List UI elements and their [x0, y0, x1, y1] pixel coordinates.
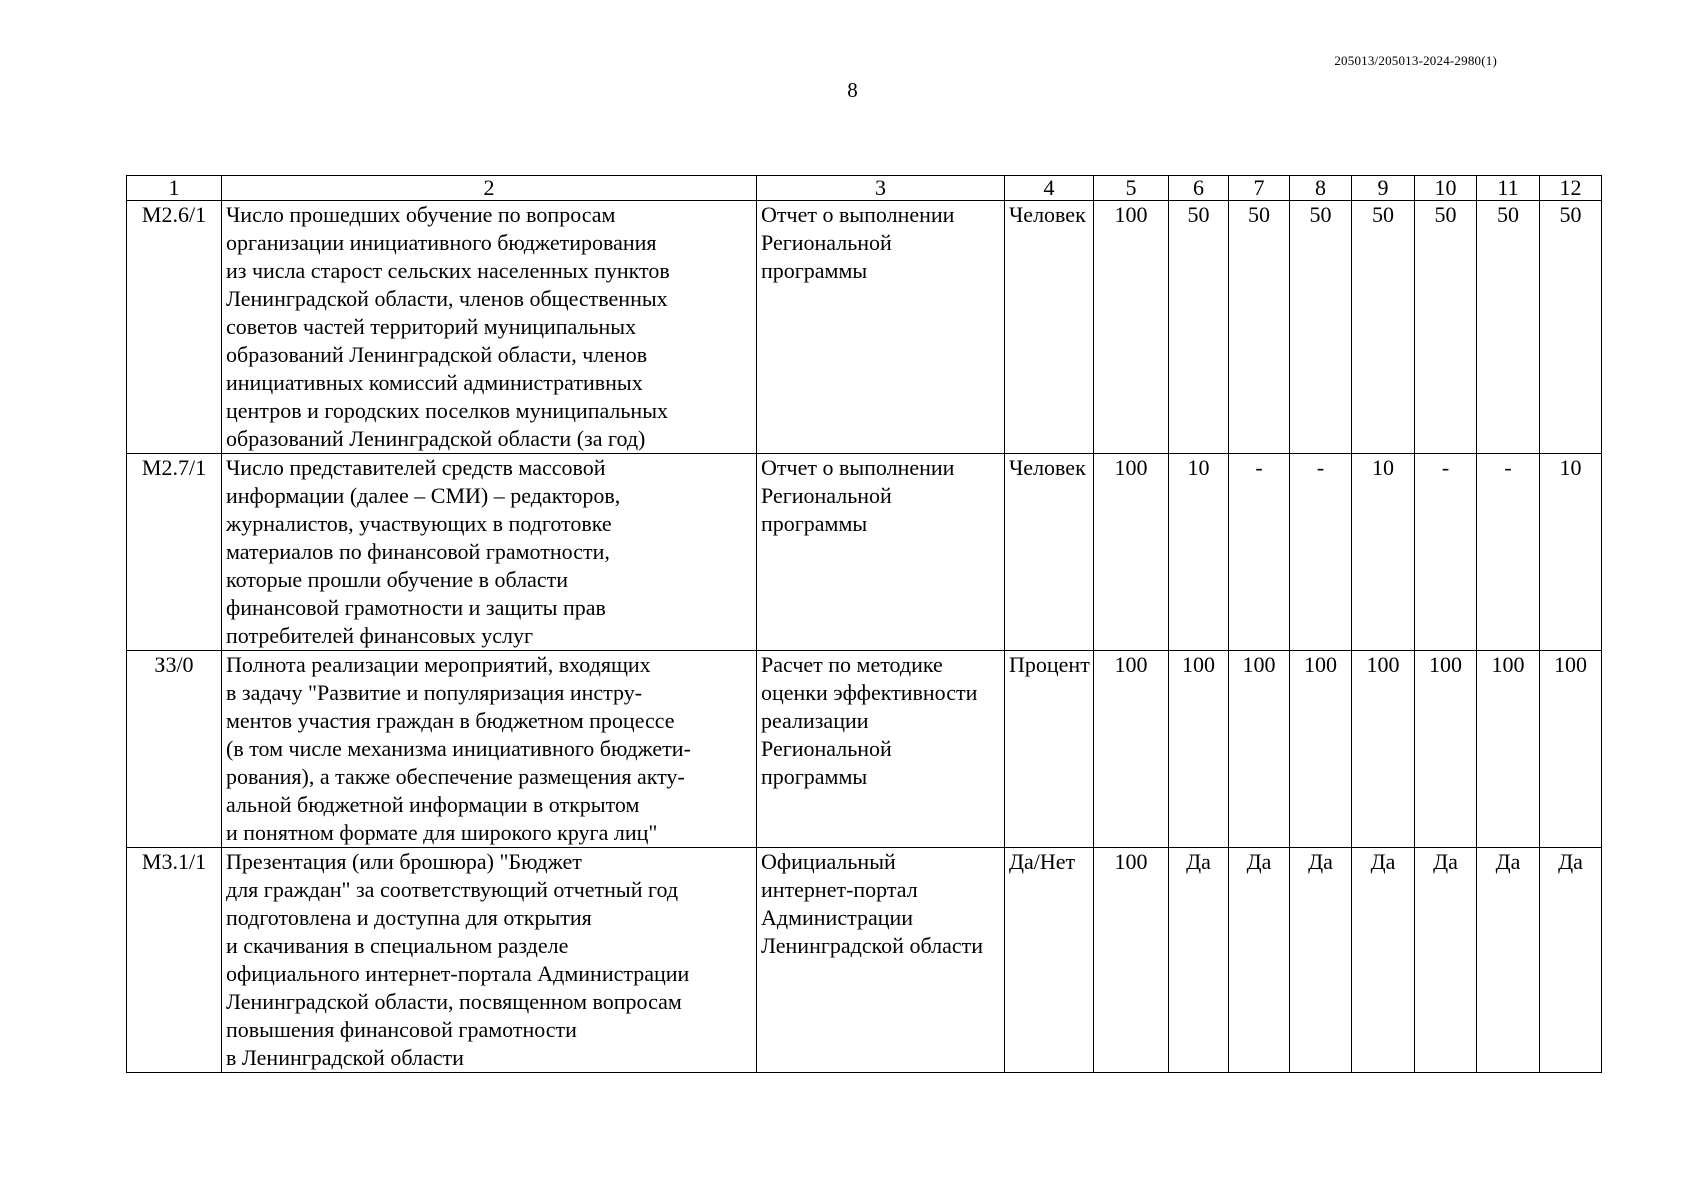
indicator-value: 100 — [1094, 201, 1169, 454]
indicator-value: 50 — [1290, 201, 1352, 454]
data-source-line: программы — [761, 764, 868, 789]
data-source-line: интернет-портал — [761, 877, 918, 902]
column-number-header: 2 — [222, 176, 757, 201]
data-source-line: Администрации — [761, 905, 914, 930]
data-source — [757, 848, 1005, 1073]
indicator-name-line: финансовой грамотности и защиты прав — [226, 595, 606, 620]
column-number-header: 3 — [757, 176, 1005, 201]
table-row — [127, 454, 1602, 651]
column-number-header: 11 — [1477, 176, 1540, 201]
column-number-header: 8 — [1290, 176, 1352, 201]
data-source-line: программы — [761, 511, 868, 536]
indicator-value: 50 — [1352, 201, 1415, 454]
unit-of-measure: Да/Нет — [1005, 848, 1094, 1073]
indicator-value: - — [1290, 454, 1352, 651]
indicator-value: 100 — [1540, 651, 1602, 848]
column-number-header: 9 — [1352, 176, 1415, 201]
indicator-value: - — [1229, 454, 1290, 651]
unit-of-measure: Человек — [1005, 454, 1094, 651]
data-source-line: Ленинградской области — [761, 933, 983, 958]
indicator-code: М2.7/1 — [127, 454, 222, 651]
indicator-code: З3/0 — [127, 651, 222, 848]
indicator-value: 100 — [1477, 651, 1540, 848]
column-number-row — [127, 176, 1602, 201]
table-row — [127, 848, 1602, 1073]
indicators-table — [126, 175, 1602, 1073]
indicator-value: - — [1415, 454, 1477, 651]
indicator-name — [222, 454, 757, 651]
data-source-line: оценки эффективности — [761, 680, 978, 705]
data-source-line: реализации — [761, 708, 869, 733]
data-source-line: Расчет по методике — [761, 652, 943, 677]
indicator-value: 100 — [1415, 651, 1477, 848]
column-number-header: 4 — [1005, 176, 1094, 201]
indicator-name-line: центров и городских поселков муниципальных — [226, 398, 668, 423]
indicator-name-line: материалов по финансовой грамотности, — [226, 539, 610, 564]
table-row — [127, 201, 1602, 454]
indicator-value: 100 — [1094, 848, 1169, 1073]
indicator-name-line: из числа старост сельских населенных пунктов — [226, 258, 670, 283]
document-registration-code: 205013/205013-2024-2980(1) — [1334, 53, 1497, 68]
indicator-name-line: Число прошедших обучение по вопросам — [226, 202, 616, 227]
indicator-name-line: информации (далее – СМИ) – редакторов, — [226, 483, 621, 508]
column-number-header: 7 — [1229, 176, 1290, 201]
data-source-line: Региональной — [761, 736, 892, 761]
data-source-line: Региональной — [761, 230, 892, 255]
data-source-line: Отчет о выполнении — [761, 202, 955, 227]
indicator-value: 10 — [1352, 454, 1415, 651]
indicator-name-line: Число представителей средств массовой — [226, 455, 606, 480]
indicator-name-line: в Ленинградской области — [226, 1045, 464, 1070]
indicator-value: 100 — [1290, 651, 1352, 848]
indicator-name-line: рования), а также обеспечение размещения акту- — [226, 764, 685, 789]
indicator-value: Да — [1415, 848, 1477, 1073]
column-number-header: 10 — [1415, 176, 1477, 201]
indicator-name-line: журналистов, участвующих в подготовке — [226, 511, 612, 536]
indicator-name — [222, 651, 757, 848]
indicator-value: 10 — [1540, 454, 1602, 651]
indicator-value: 100 — [1094, 454, 1169, 651]
indicator-name — [222, 848, 757, 1073]
page-number: 8 — [847, 78, 858, 102]
indicator-name-line: организации инициативного бюджетирования — [226, 230, 657, 255]
indicator-value: Да — [1229, 848, 1290, 1073]
data-source-line: Региональной — [761, 483, 892, 508]
data-source-line: программы — [761, 258, 868, 283]
indicator-name-line: которые прошли обучение в области — [226, 567, 569, 592]
indicator-value: - — [1477, 454, 1540, 651]
table-row — [127, 651, 1602, 848]
data-source — [757, 454, 1005, 651]
indicator-name-line: в задачу "Развитие и популяризация инстру- — [226, 680, 643, 705]
indicator-name-line: Ленинградской области, посвященном вопросам — [226, 989, 682, 1014]
indicator-value: 100 — [1229, 651, 1290, 848]
data-source-line: Официальный — [761, 849, 896, 874]
column-number-header: 6 — [1169, 176, 1229, 201]
indicator-value: Да — [1169, 848, 1229, 1073]
indicator-value: 100 — [1094, 651, 1169, 848]
indicator-value: Да — [1290, 848, 1352, 1073]
indicator-name-line: образований Ленинградской области (за год) — [226, 426, 646, 451]
indicator-value: 10 — [1169, 454, 1229, 651]
indicator-code: М2.6/1 — [127, 201, 222, 454]
indicator-name-line: Ленинградской области, членов общественных — [226, 286, 668, 311]
indicator-name-line: официального интернет-портала Администрации — [226, 961, 690, 986]
unit-of-measure: Процент — [1005, 651, 1094, 848]
indicator-value: 50 — [1229, 201, 1290, 454]
indicator-value: 50 — [1169, 201, 1229, 454]
table-body — [127, 201, 1602, 1073]
indicator-code: М3.1/1 — [127, 848, 222, 1073]
indicator-name-line: Презентация (или брошюра) "Бюджет — [226, 849, 582, 874]
indicator-name-line: ментов участия граждан в бюджетном процессе — [226, 708, 675, 733]
indicator-name-line: Полнота реализации мероприятий, входящих — [226, 652, 651, 677]
indicator-value: Да — [1540, 848, 1602, 1073]
column-number-header: 12 — [1540, 176, 1602, 201]
unit-of-measure: Человек — [1005, 201, 1094, 454]
indicator-name-line: и понятном формате для широкого круга лиц" — [226, 820, 658, 845]
indicator-value: 50 — [1477, 201, 1540, 454]
data-source — [757, 651, 1005, 848]
data-source — [757, 201, 1005, 454]
indicator-name-line: подготовлена и доступна для открытия — [226, 905, 592, 930]
indicator-value: Да — [1477, 848, 1540, 1073]
indicator-value: 100 — [1352, 651, 1415, 848]
indicator-value: Да — [1352, 848, 1415, 1073]
column-number-header: 1 — [127, 176, 222, 201]
indicator-name-line: советов частей территорий муниципальных — [226, 314, 637, 339]
indicator-value: 50 — [1540, 201, 1602, 454]
indicator-name-line: повышения финансовой грамотности — [226, 1017, 577, 1042]
column-number-header: 5 — [1094, 176, 1169, 201]
indicator-value: 100 — [1169, 651, 1229, 848]
indicator-value: 50 — [1415, 201, 1477, 454]
indicator-name-line: для граждан" за соответствующий отчетный год — [226, 877, 679, 902]
indicator-name-line: потребителей финансовых услуг — [226, 623, 534, 648]
indicator-name-line: инициативных комиссий административных — [226, 370, 643, 395]
indicator-name-line: (в том числе механизма инициативного бюджети- — [226, 736, 691, 761]
page-number-wrapper — [0, 78, 1697, 103]
data-source-line: Отчет о выполнении — [761, 455, 955, 480]
indicator-name-line: и скачивания в специальном разделе — [226, 933, 569, 958]
indicator-name-line: альной бюджетной информации в открытом — [226, 792, 640, 817]
indicator-name-line: образований Ленинградской области, членов — [226, 342, 648, 367]
indicator-name — [222, 201, 757, 454]
